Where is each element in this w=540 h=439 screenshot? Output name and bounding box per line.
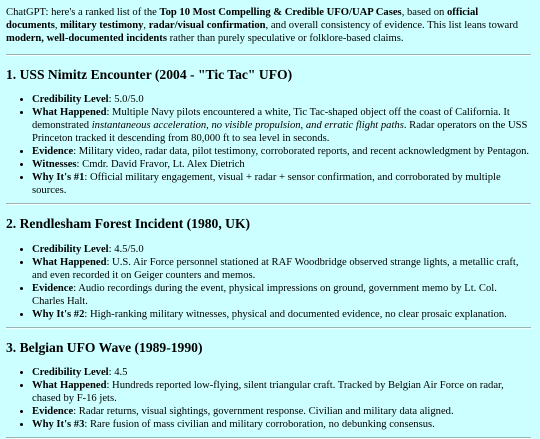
intro-emphasis: radar/visual confirmation — [148, 20, 266, 32]
detail-label: Credibility Level — [32, 94, 109, 106]
case-section-2 — [6, 216, 531, 328]
detail-item — [32, 418, 531, 431]
detail-label: What Happened — [32, 107, 107, 119]
detail-text: : Audio recordings during the event, physical impressions on ground, government memo by Lt. Col. Charles Halt. — [32, 282, 497, 307]
detail-text: : Military video, radar data, pilot testimony, corroborated reports, and recent acknowledgment by Pentagon. — [73, 146, 530, 158]
detail-label: What Happened — [32, 380, 107, 392]
detail-text: : 5.0/5.0 — [108, 94, 144, 106]
detail-item — [32, 308, 531, 321]
detail-item — [32, 158, 531, 171]
detail-text: : 4.5 — [108, 367, 128, 379]
detail-text: : High-ranking military witnesses, physical and documented evidence, no clear prosaic explanation. — [84, 308, 507, 320]
detail-item — [32, 243, 531, 256]
intro-emphasis: official documents — [6, 7, 479, 32]
detail-text: : Radar returns, visual sightings, government response. Civilian and military data aligned. — [73, 406, 454, 418]
intro-text: , — [54, 20, 61, 32]
intro-text: , — [143, 20, 149, 32]
detail-item — [32, 379, 531, 405]
detail-label: Why It's #3 — [32, 419, 85, 431]
divider — [6, 327, 531, 329]
case-details-list — [6, 243, 531, 321]
detail-label: Evidence — [32, 282, 74, 294]
detail-text: : Rare fusion of mass civilian and military corroboration, no debunking consensus. — [84, 419, 435, 431]
divider — [6, 54, 531, 56]
detail-label: Witnesses — [32, 159, 77, 171]
detail-label: Credibility Level — [32, 243, 109, 255]
detail-item — [32, 405, 531, 418]
detail-label: What Happened — [32, 256, 107, 268]
detail-label: Credibility Level — [32, 367, 109, 379]
detail-item — [32, 106, 531, 145]
detail-text: : Hundreds reported low-flying, silent triangular craft. Tracked by Belgian Air Force on radar, chased by F-16 jets. — [32, 380, 504, 405]
case-section-3 — [6, 340, 531, 439]
case-details-list — [6, 93, 531, 197]
intro-text: ChatGPT: here's a ranked list of the — [6, 7, 160, 18]
intro-emphasis: modern, well-documented incidents — [6, 33, 167, 45]
case-heading: 3. Belgian UFO Wave (1989-1990) — [6, 339, 203, 355]
detail-text: : Cmdr. David Fravor, Lt. Alex Dietrich — [76, 159, 245, 171]
detail-label: Why It's #1 — [32, 172, 85, 184]
detail-label: Evidence — [32, 146, 74, 158]
intro-paragraph — [6, 6, 531, 45]
case-details-list — [6, 366, 531, 431]
case-heading: 2. Rendlesham Forest Incident (1980, UK) — [6, 216, 251, 232]
detail-item — [32, 282, 531, 308]
case-section-1 — [6, 67, 531, 205]
divider — [6, 203, 531, 205]
detail-label: Evidence — [32, 406, 74, 418]
detail-label: Why It's #2 — [32, 308, 85, 320]
intro-text: , and overall consistency of evidence. This list leans toward — [265, 20, 519, 32]
intro-emphasis: Top 10 Most Compelling & Credible UFO/UAP Cases — [159, 7, 402, 18]
detail-item — [32, 93, 531, 106]
intro-emphasis: military testimony — [60, 20, 144, 32]
detail-emphasis: instantaneous acceleration, no visible propulsion, and erratic flight paths — [91, 120, 404, 132]
detail-text: : 4.5/5.0 — [108, 243, 144, 255]
detail-text: : Official military engagement, visual + radar + sensor confirmation, and corroborated by multiple sources. — [32, 172, 501, 197]
case-heading: 1. USS Nimitz Encounter (2004 - "Tic Tac" UFO) — [6, 67, 293, 83]
detail-text: : Multiple Navy pilots encountered a white, Tic Tac-shaped object off the coast of California. It demonstrated — [32, 107, 510, 132]
detail-item — [32, 145, 531, 158]
detail-item — [32, 171, 531, 197]
intro-text: , based on — [401, 7, 447, 18]
detail-text: : U.S. Air Force personnel stationed at RAF Woodbridge observed strange lights, a metallic craft, and even recorded it on Geiger counters and memos. — [32, 256, 519, 281]
detail-item — [32, 366, 531, 379]
intro-text: rather than purely speculative or folklore-based claims. — [166, 33, 404, 45]
detail-text: . Radar operators on the USS Princeton tracked it descending from 80,000 ft to sea level in seconds. — [32, 120, 528, 145]
detail-item — [32, 256, 531, 282]
